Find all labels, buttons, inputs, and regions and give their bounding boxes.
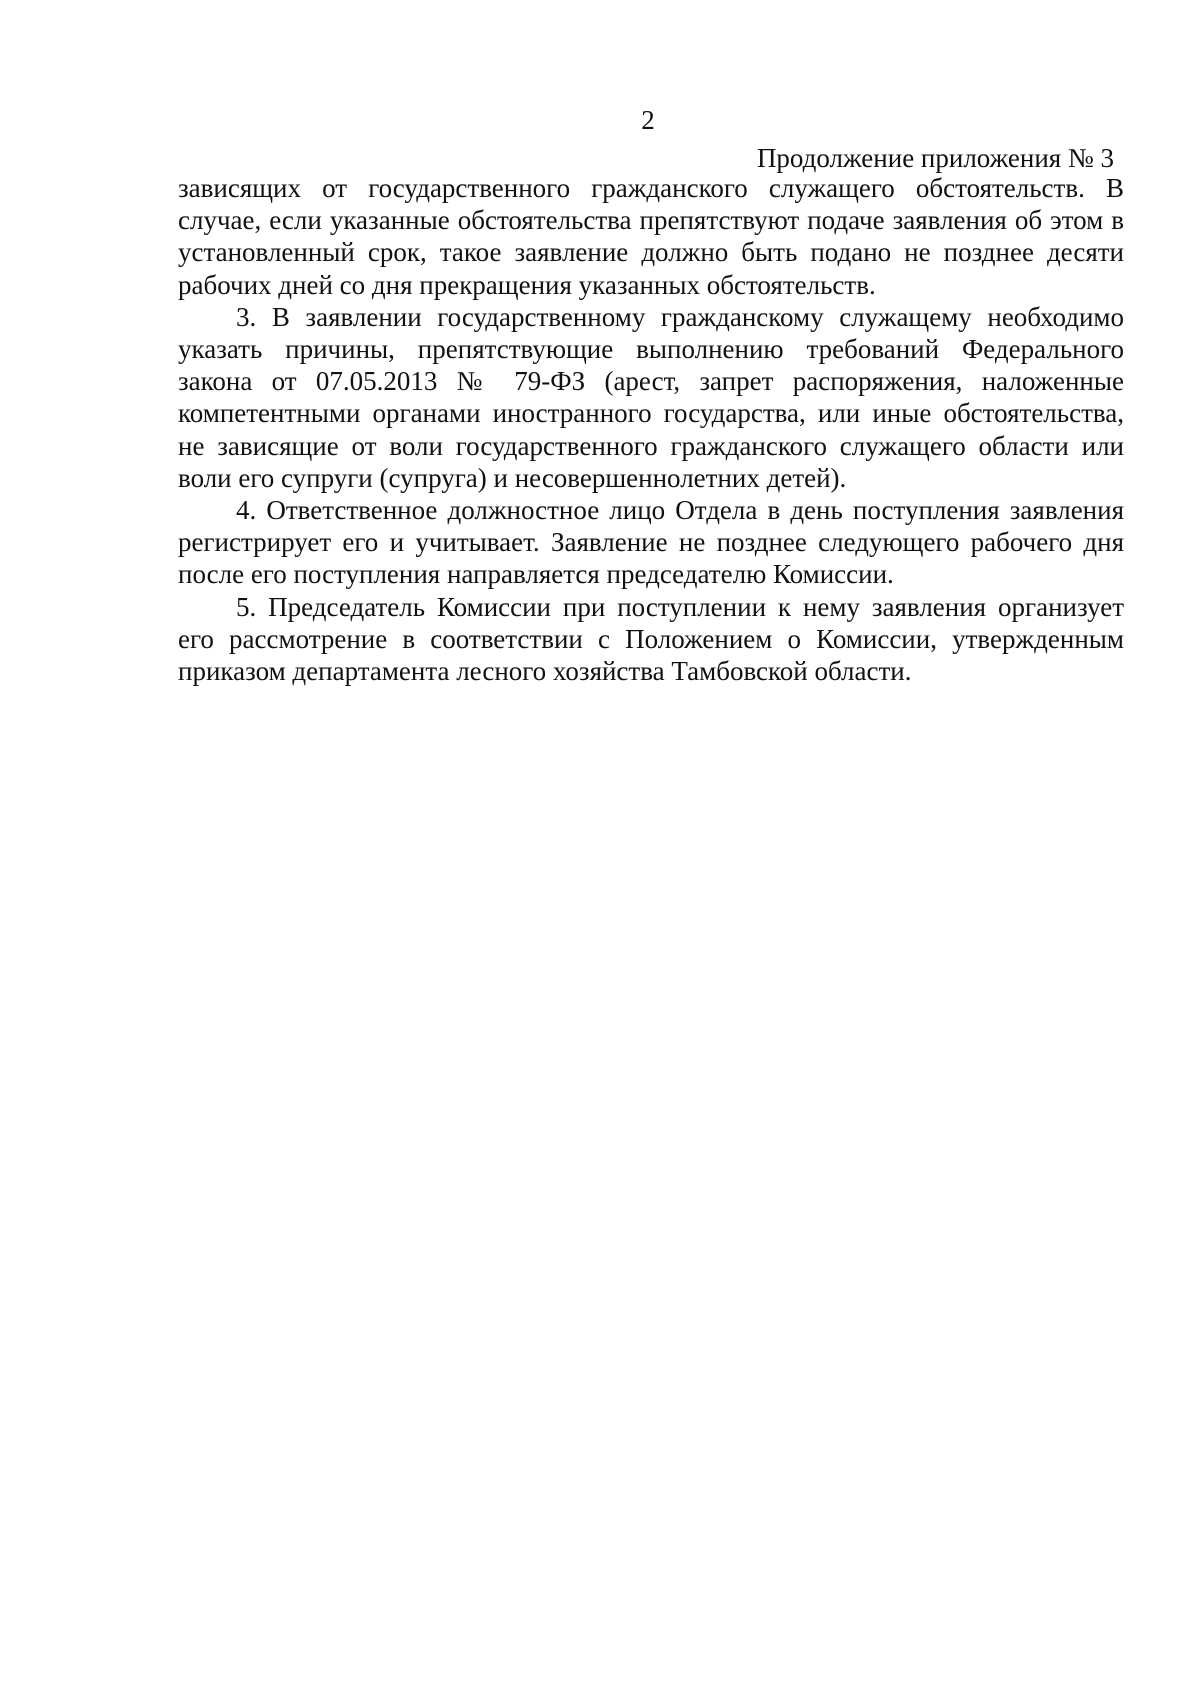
paragraph-5: 5. Председатель Комиссии при поступлении к нему заявления организует его рассмотрение в соответствии с Положением о Комиссии, утвержденным приказом департамента лесного хозяйства Тамбовской области. (178, 591, 1124, 687)
paragraph-4: 4. Ответственное должностное лицо Отдела в день поступления заявления регистрирует его и учитывает. Заявление не позднее следующего рабочего дня после его поступления направляется председателю Комиссии. (178, 495, 1124, 590)
paragraph-3: 3. В заявлении государственному гражданскому служащему необходимо указать причины, препятствующие выполнению требований Федерального закона от 07.05.2013 № 79-ФЗ (арест, запрет распоряжения, наложенные компетентными органами иностранного государства, или иные обстоятельства, не зависящие от воли государственного гражданского служащего области или воли его супруги (супруга) и несовершеннолетних детей). (178, 301, 1124, 493)
body-text (178, 172, 1124, 687)
page-number: 2 (641, 105, 655, 135)
appendix-continuation-label: Продолжение приложения № 3 (756, 143, 1114, 173)
paragraph-continuation: зависящих от государственного гражданского служащего обстоятельств. В случае, если указанные обстоятельства препятствуют подаче заявления об этом в установленный срок, такое заявление должно быть подано не позднее десяти рабочих дней со дня прекращения указанных обстоятельств. (178, 173, 1124, 300)
